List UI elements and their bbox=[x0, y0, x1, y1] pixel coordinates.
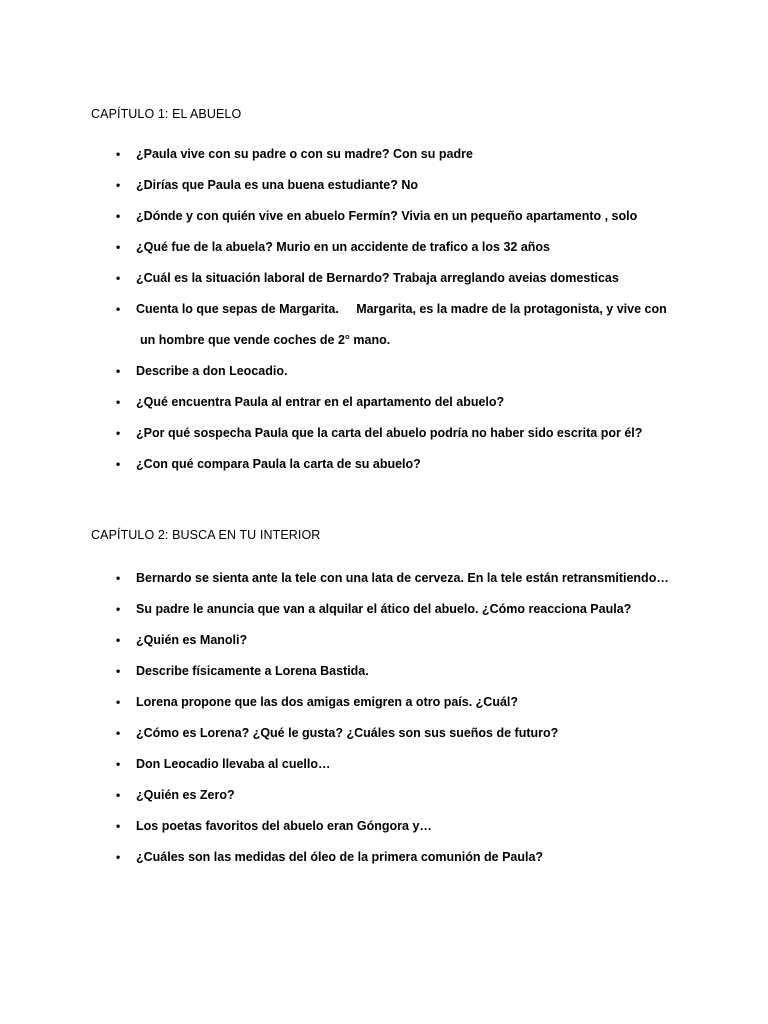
list-item bbox=[0, 663, 768, 694]
bullet: • bbox=[116, 757, 121, 771]
bullet: • bbox=[116, 695, 121, 709]
bullet: • bbox=[116, 302, 121, 316]
question-text: un hombre que vende coches de 2° mano. bbox=[140, 333, 391, 347]
question-text: ¿Por qué sospecha Paula que la carta del abuelo podría no haber sido escrita por él? bbox=[136, 426, 643, 440]
list-item bbox=[0, 694, 768, 725]
bullet: • bbox=[116, 726, 121, 740]
list-item bbox=[0, 601, 768, 632]
question-text: Describe físicamente a Lorena Bastida. bbox=[136, 664, 369, 678]
question-text: Los poetas favoritos del abuelo eran Góngora y… bbox=[136, 819, 432, 833]
bullet: • bbox=[116, 271, 121, 285]
list-item bbox=[0, 756, 768, 787]
list-item bbox=[0, 632, 768, 663]
list-item bbox=[0, 301, 768, 332]
list-item bbox=[0, 425, 768, 456]
bullet: • bbox=[116, 571, 121, 585]
list-item-continuation bbox=[0, 332, 768, 363]
question-text: ¿Quién es Manoli? bbox=[136, 633, 248, 647]
bullet: • bbox=[116, 664, 121, 678]
question-text: ¿Cuáles son las medidas del óleo de la primera comunión de Paula? bbox=[136, 850, 544, 864]
bullet: • bbox=[116, 633, 121, 647]
list-item bbox=[0, 394, 768, 425]
question-text: ¿Qué fue de la abuela? Murio en un accidente de trafico a los 32 años bbox=[136, 240, 550, 254]
list-item bbox=[0, 363, 768, 394]
chapter-2-heading: CAPÍTULO 2: BUSCA EN TU INTERIOR bbox=[91, 528, 321, 542]
chapter-1-question-list bbox=[0, 146, 768, 487]
list-item bbox=[0, 570, 768, 601]
list-item bbox=[0, 456, 768, 487]
question-text: ¿Paula vive con su padre o con su madre? Con su padre bbox=[136, 147, 473, 161]
bullet: • bbox=[116, 209, 121, 223]
bullet: • bbox=[116, 457, 121, 471]
bullet: • bbox=[116, 602, 121, 616]
list-item bbox=[0, 239, 768, 270]
question-text: ¿Cómo es Lorena? ¿Qué le gusta? ¿Cuáles son sus sueños de futuro? bbox=[136, 726, 559, 740]
list-item bbox=[0, 146, 768, 177]
bullet: • bbox=[116, 364, 121, 378]
list-item bbox=[0, 177, 768, 208]
question-text: Cuenta lo que sepas de Margarita. Margarita, es la madre de la protagonista, y vive con bbox=[136, 302, 667, 316]
bullet: • bbox=[116, 788, 121, 802]
question-text: Lorena propone que las dos amigas emigren a otro país. ¿Cuál? bbox=[136, 695, 519, 709]
question-text: Bernardo se sienta ante la tele con una lata de cerveza. En la tele están retransmitiendo… bbox=[136, 571, 669, 585]
question-text: ¿Cuál es la situación laboral de Bernardo? Trabaja arreglando aveias domesticas bbox=[136, 271, 619, 285]
question-text: ¿Dirías que Paula es una buena estudiante? No bbox=[136, 178, 419, 192]
bullet: • bbox=[116, 395, 121, 409]
question-text: Don Leocadio llevaba al cuello… bbox=[136, 757, 331, 771]
list-item bbox=[0, 208, 768, 239]
list-item bbox=[0, 818, 768, 849]
list-item bbox=[0, 787, 768, 818]
bullet: • bbox=[116, 178, 121, 192]
chapter-2-question-list bbox=[0, 570, 768, 880]
list-item bbox=[0, 725, 768, 756]
bullet: • bbox=[116, 426, 121, 440]
bullet: • bbox=[116, 850, 121, 864]
question-text: Describe a don Leocadio. bbox=[136, 364, 288, 378]
chapter-1-heading: CAPÍTULO 1: EL ABUELO bbox=[91, 107, 242, 121]
question-text: Su padre le anuncia que van a alquilar el ático del abuelo. ¿Cómo reacciona Paula? bbox=[136, 602, 632, 616]
bullet: • bbox=[116, 240, 121, 254]
question-text: ¿Quién es Zero? bbox=[136, 788, 235, 802]
list-item bbox=[0, 270, 768, 301]
bullet: • bbox=[116, 147, 121, 161]
bullet: • bbox=[116, 819, 121, 833]
question-text: ¿Qué encuentra Paula al entrar en el apartamento del abuelo? bbox=[136, 395, 505, 409]
question-text: ¿Con qué compara Paula la carta de su abuelo? bbox=[136, 457, 421, 471]
list-item bbox=[0, 849, 768, 880]
question-text: ¿Dónde y con quién vive en abuelo Fermín? Vivia en un pequeño apartamento , solo bbox=[136, 209, 638, 223]
